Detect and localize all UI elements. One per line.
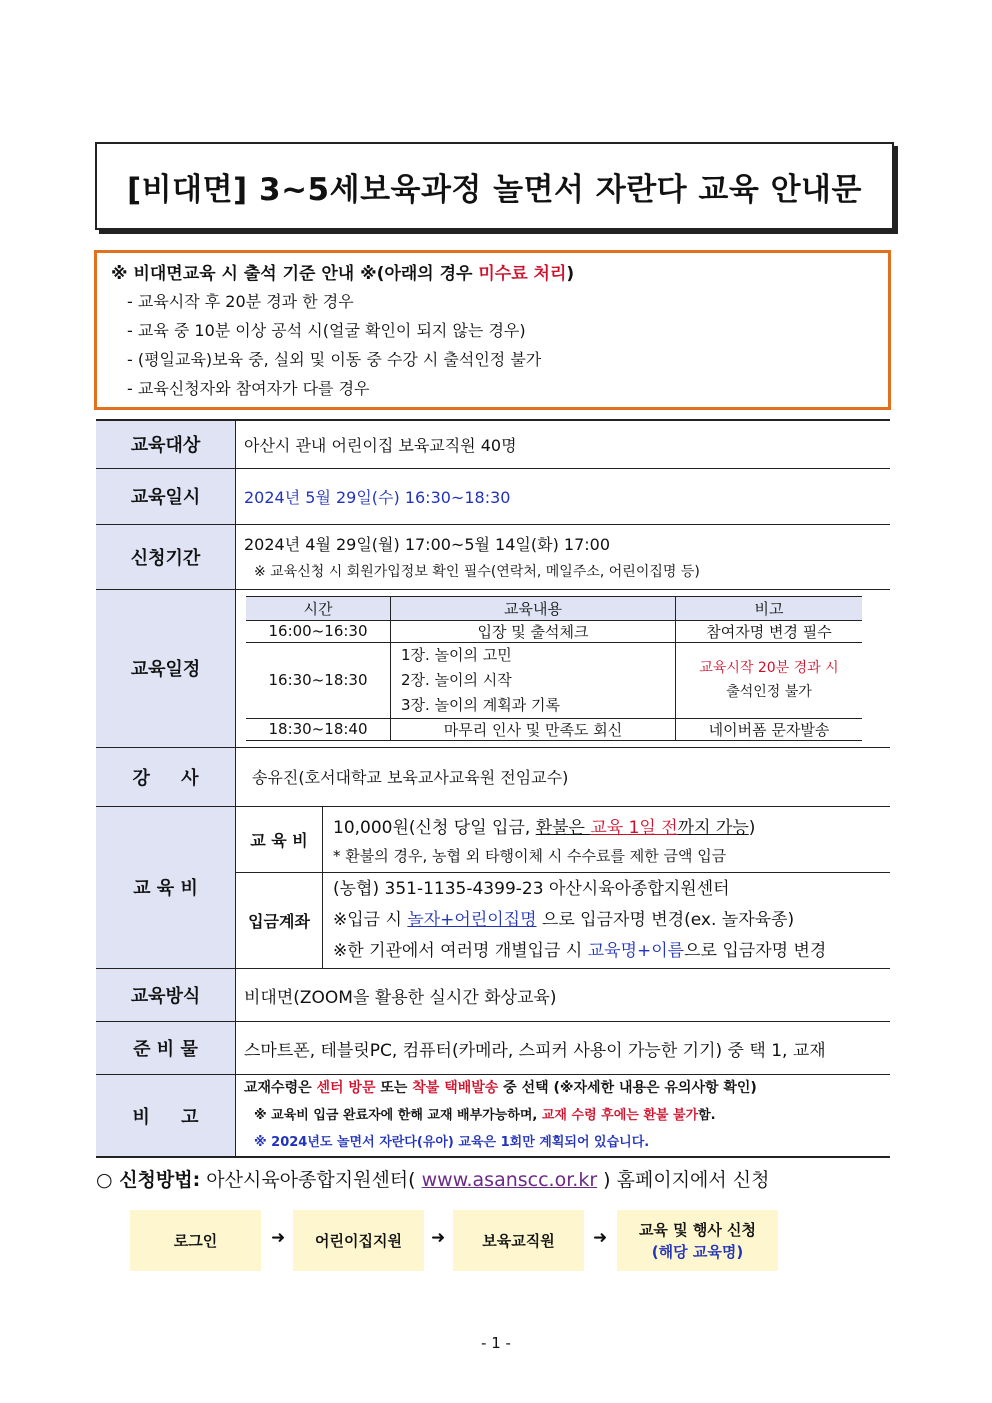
remarks-text: 교재수령은	[244, 1080, 317, 1096]
row-remarks	[96, 1075, 890, 1158]
flow-step-login: 로그인	[130, 1210, 261, 1271]
fee-close: )	[748, 817, 756, 838]
value-remarks	[236, 1075, 891, 1158]
schedule-header-note: 비고	[676, 596, 863, 620]
schedule-header-time: 시간	[246, 596, 391, 620]
label-prep: 준 비 물	[96, 1022, 236, 1075]
info-table	[96, 419, 890, 1158]
apply-prefix: ○ 신청방법:	[96, 1169, 201, 1191]
apply-method	[96, 1165, 770, 1192]
fee-value	[323, 807, 891, 873]
schedule-content-line: 1장. 놀이의 고민	[401, 645, 512, 664]
label-fee: 교 육 비	[96, 806, 236, 969]
schedule-note: 참여자명 변경 필수	[676, 620, 863, 642]
remarks-text: ※ 교육비 입금 완료자에 한해 교재 배부가능하며,	[254, 1108, 542, 1123]
flow-step-apply-sub: (해당 교육명)	[651, 1242, 744, 1261]
schedule-time: 18:30~18:40	[246, 718, 391, 740]
schedule-content-line: 2장. 놀이의 시작	[401, 670, 512, 689]
fee-text: 10,000원(신청 당일 입금,	[333, 817, 536, 838]
remarks-text: 함.	[698, 1108, 716, 1123]
account-value	[323, 873, 891, 969]
remarks-line-2	[244, 1102, 882, 1129]
label-schedule: 교육일정	[96, 589, 236, 747]
schedule-note: 네이버폼 문자발송	[676, 718, 863, 740]
remarks-text: 중 선택 (※자세한 내용은 유의사항 확인)	[498, 1080, 757, 1096]
remarks-highlight: 센터 방문	[316, 1080, 376, 1096]
fee-deadline: 교육 1일 전	[590, 817, 678, 838]
remarks-highlight: 교재 수령 후에는 환불 불가	[541, 1108, 699, 1123]
row-fee	[96, 806, 890, 969]
remarks-line-3: ※ 2024년도 놀면서 자란다(유아) 교육은 1회만 계획되어 있습니다.	[254, 1135, 650, 1150]
fee-table	[236, 807, 890, 969]
row-period	[96, 524, 890, 589]
row-schedule	[96, 589, 890, 747]
fee-possible: 까지 가능	[677, 817, 749, 838]
value-fee	[236, 806, 891, 969]
remarks-line-1	[244, 1075, 882, 1102]
value-instructor: 송유진(호서대학교 보육교사교육원 전임교수)	[236, 747, 891, 806]
schedule-time: 16:00~16:30	[246, 620, 391, 642]
apply-text: 아산시육아종합지원센터(	[200, 1169, 422, 1191]
schedule-content: 입장 및 출석체크	[391, 620, 676, 642]
schedule-note-line: 교육시작 20분 경과 시	[699, 660, 839, 676]
deposit-text: ※입금 시	[333, 910, 408, 930]
flow-step-apply	[617, 1210, 778, 1271]
notice-head	[111, 261, 874, 287]
flow-step-staff: 보육교직원	[453, 1210, 584, 1271]
schedule-note	[676, 642, 863, 718]
deposit-rule-2	[333, 936, 889, 967]
value-prep: 스마트폰, 테블릿PC, 컴퓨터(카메라, 스피커 사용이 가능한 기기) 중 택 1, 교재	[236, 1022, 891, 1075]
deposit-rule-1	[333, 905, 889, 936]
remarks-highlight: 착불 택배발송	[412, 1080, 499, 1096]
flow-step-apply-title: 교육 및 행사 신청	[638, 1220, 757, 1239]
page-number: - 1 -	[481, 1334, 511, 1352]
schedule-content-line: 3장. 놀이의 계획과 기록	[401, 695, 561, 714]
attendance-notice	[94, 250, 891, 410]
value-target: 아산시 관내 어린이집 보육교직원 40명	[236, 420, 891, 468]
row-instructor	[96, 747, 890, 806]
remarks-text: 또는	[375, 1080, 413, 1096]
row-prep	[96, 1022, 890, 1075]
account-label: 입금계좌	[236, 873, 323, 969]
value-method: 비대면(ZOOM을 활용한 실시간 화상교육)	[236, 969, 891, 1022]
account-number: (농협) 351-1135-4399-23 아산시육아종합지원센터	[333, 879, 730, 899]
schedule-table	[246, 596, 862, 741]
flow-step-daycare: 어린이집지원	[293, 1210, 424, 1271]
label-remarks: 비 고	[96, 1075, 236, 1158]
arrow-icon: ➜	[271, 1228, 286, 1248]
schedule-content: 마무리 인사 및 만족도 회신	[391, 718, 676, 740]
value-period	[236, 524, 891, 589]
notice-head-text: ※ 비대면교육 시 출석 기준 안내 ※(아래의 경우	[111, 264, 479, 284]
fee-label: 교 육 비	[236, 807, 323, 873]
period-text: 2024년 4월 29일(월) 17:00~5월 14일(화) 17:00	[244, 535, 611, 554]
schedule-header-content: 교육내용	[391, 596, 676, 620]
notice-highlight: 미수료 처리	[478, 264, 567, 284]
title-box	[95, 142, 894, 230]
value-date: 2024년 5월 29일(수) 16:30~18:30	[236, 468, 891, 524]
schedule-note-line: 출석인정 불가	[726, 684, 812, 700]
value-schedule	[236, 589, 891, 747]
arrow-icon: ➜	[593, 1228, 608, 1248]
deposit-text: 으로 입금자명 변경	[684, 941, 827, 961]
row-method	[96, 969, 890, 1022]
deposit-text: ※한 기관에서 여러명 개별입금 시	[333, 941, 588, 961]
label-method: 교육방식	[96, 969, 236, 1022]
notice-line: - 교육신청자와 참여자가 다를 경우	[127, 379, 370, 398]
website-link[interactable]: www.asanscc.or.kr	[421, 1169, 598, 1191]
label-instructor: 강 사	[96, 747, 236, 806]
label-period: 신청기간	[96, 524, 236, 589]
schedule-time: 16:30~18:30	[246, 642, 391, 718]
notice-line: - 교육 중 10분 이상 공석 시(얼굴 확인이 되지 않는 경우)	[127, 321, 526, 340]
fee-refund: 환불은	[535, 817, 591, 838]
row-date	[96, 468, 890, 524]
notice-head-end: )	[566, 264, 575, 284]
fee-note: * 환불의 경우, 농협 외 타행이체 시 수수료를 제한 금액 입금	[333, 846, 727, 865]
notice-line: - (평일교육)보육 중, 실외 및 이동 중 수강 시 출석인정 불가	[127, 350, 542, 369]
notice-line: - 교육시작 후 20분 경과 한 경우	[127, 292, 354, 311]
arrow-icon: ➜	[431, 1228, 446, 1248]
row-target	[96, 420, 890, 468]
page-title: [비대면] 3~5세보육과정 놀면서 자란다 교육 안내문	[127, 171, 862, 208]
label-date: 교육일시	[96, 468, 236, 524]
deposit-highlight: 교육명+이름	[587, 941, 685, 961]
label-target: 교육대상	[96, 420, 236, 468]
apply-text: ) 홈페이지에서 신청	[597, 1169, 770, 1191]
deposit-highlight: 놀자+어린이집명	[407, 910, 537, 930]
deposit-text: 으로 입금자명 변경(ex. 놀자육종)	[536, 910, 795, 930]
period-note: ※ 교육신청 시 회원가입정보 확인 필수(연락처, 메일주소, 어린이집명 등)	[254, 564, 700, 580]
schedule-content	[391, 642, 676, 718]
